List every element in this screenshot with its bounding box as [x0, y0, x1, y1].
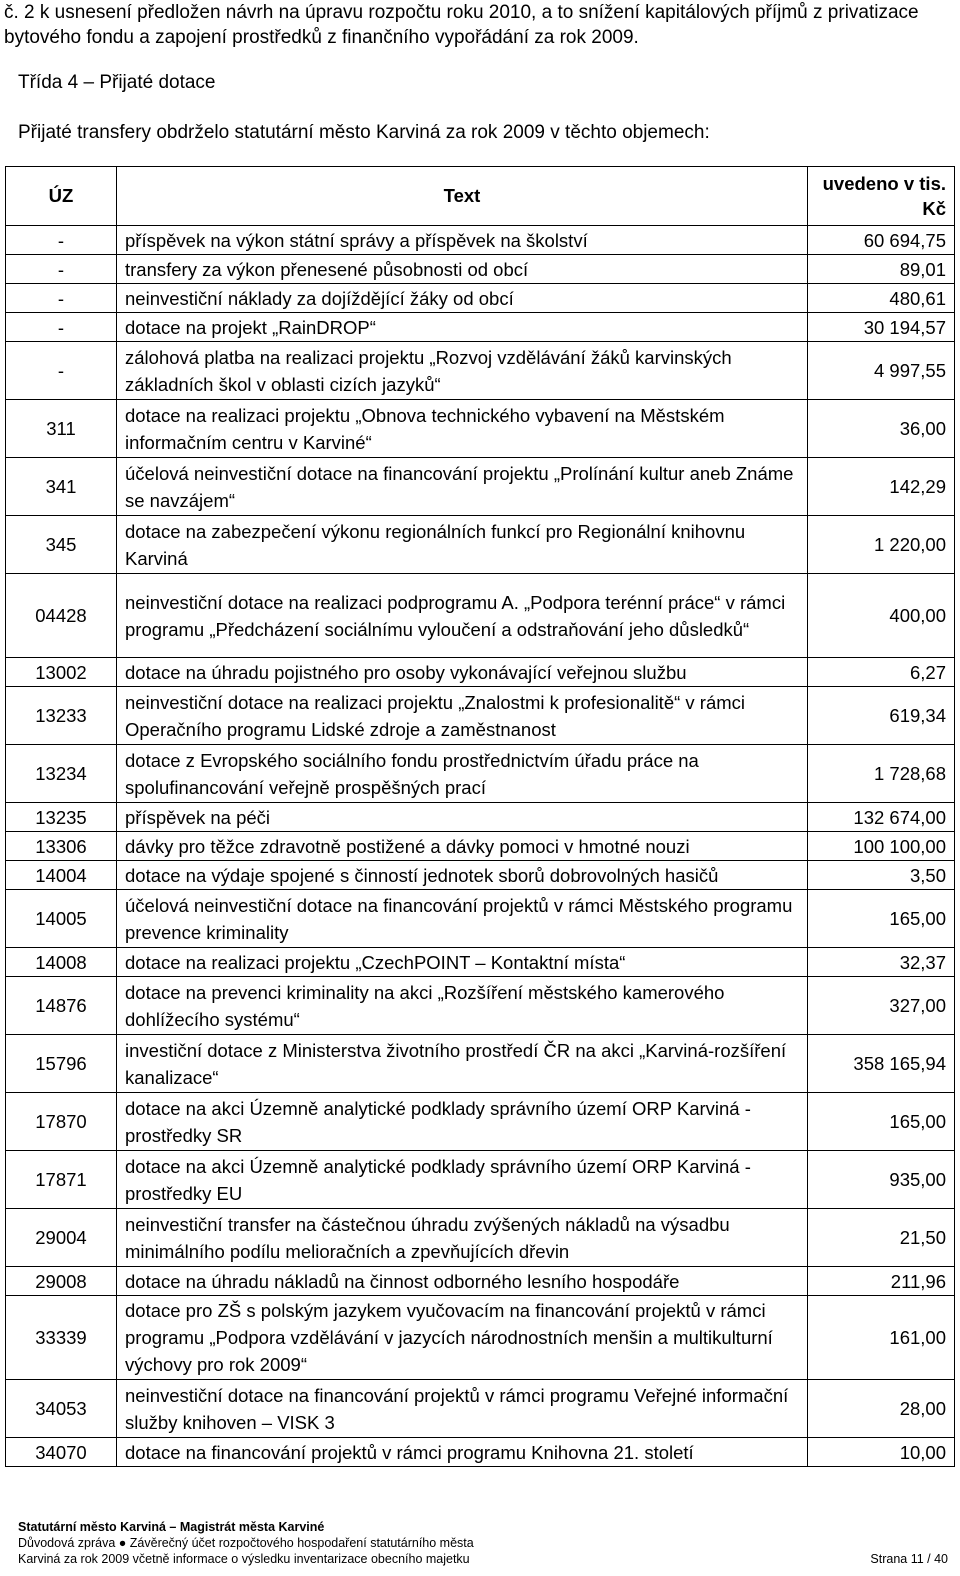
row-text: zálohová platba na realizaci projektu „Rozvoj vzdělávání žáků karvinských základních škol v oblasti cizích jazyků“	[117, 342, 808, 400]
footer-line-3: Karviná za rok 2009 včetně informace o výsledku inventarizace obecního majetku	[18, 1552, 470, 1566]
table-body	[6, 226, 955, 1467]
row-amount: 358 165,94	[808, 1035, 955, 1093]
row-uz: 13002	[6, 658, 117, 687]
row-uz: -	[6, 226, 117, 255]
row-uz: 17870	[6, 1093, 117, 1151]
table-row	[6, 1093, 955, 1151]
row-text: neinvestiční dotace na realizaci podprogramu A. „Podpora terénní práce“ v rámci programu „Předcházení sociálnímu vyloučení a odstraňování jeho důsledků“	[117, 574, 808, 658]
row-text: účelová neinvestiční dotace na financování projektů v rámci Městského programu prevence kriminality	[117, 890, 808, 948]
row-text: dotace na realizaci projektu „CzechPOINT – Kontaktní místa“	[117, 948, 808, 977]
row-amount: 10,00	[808, 1438, 955, 1467]
row-amount: 28,00	[808, 1380, 955, 1438]
row-text: dávky pro těžce zdravotně postižené a dávky pomoci v hmotné nouzi	[117, 832, 808, 861]
row-amount: 3,50	[808, 861, 955, 890]
row-uz: -	[6, 313, 117, 342]
row-uz: 13233	[6, 687, 117, 745]
row-amount: 32,37	[808, 948, 955, 977]
row-amount: 400,00	[808, 574, 955, 658]
table-row	[6, 832, 955, 861]
row-text: příspěvek na výkon státní správy a příspěvek na školství	[117, 226, 808, 255]
table-row	[6, 313, 955, 342]
table-row	[6, 745, 955, 803]
page-footer	[18, 1519, 948, 1567]
row-uz: 14004	[6, 861, 117, 890]
row-amount: 165,00	[808, 890, 955, 948]
row-uz: 33339	[6, 1296, 117, 1380]
row-amount: 935,00	[808, 1151, 955, 1209]
row-amount: 4 997,55	[808, 342, 955, 400]
table-row	[6, 574, 955, 658]
header-text: Text	[117, 167, 808, 226]
row-amount: 21,50	[808, 1209, 955, 1267]
row-text: dotace pro ZŠ s polským jazykem vyučovacím na financování projektů v rámci programu „Podpora vzdělávání v jazycích národnostních menšin a multikulturní výchovy pro rok 2009“	[117, 1296, 808, 1380]
row-uz: -	[6, 284, 117, 313]
table-row	[6, 1151, 955, 1209]
row-text: příspěvek na péči	[117, 803, 808, 832]
table-row	[6, 803, 955, 832]
header-uz: ÚZ	[6, 167, 117, 226]
row-text: dotace na prevenci kriminality na akci „Rozšíření městského kamerového dohlížecího systému“	[117, 977, 808, 1035]
row-amount: 132 674,00	[808, 803, 955, 832]
row-amount: 165,00	[808, 1093, 955, 1151]
row-uz: 29004	[6, 1209, 117, 1267]
row-amount: 327,00	[808, 977, 955, 1035]
table-row	[6, 890, 955, 948]
row-uz: -	[6, 342, 117, 400]
row-text: investiční dotace z Ministerstva životního prostředí ČR na akci „Karviná-rozšíření kanalizace“	[117, 1035, 808, 1093]
table-row	[6, 1209, 955, 1267]
row-text: transfery za výkon přenesené působnosti od obcí	[117, 255, 808, 284]
row-text: dotace na zabezpečení výkonu regionálních funkcí pro Regionální knihovnu Karviná	[117, 516, 808, 574]
table-row	[6, 687, 955, 745]
row-uz: 341	[6, 458, 117, 516]
row-text: dotace na úhradu nákladů na činnost odborného lesního hospodáře	[117, 1267, 808, 1296]
table-row	[6, 516, 955, 574]
footer-line-2: Důvodová zpráva ● Závěrečný účet rozpočtového hospodaření statutárního města	[18, 1536, 474, 1550]
row-uz: 34070	[6, 1438, 117, 1467]
row-amount: 480,61	[808, 284, 955, 313]
section-title: Třída 4 – Přijaté dotace	[18, 72, 216, 93]
section-lead: Přijaté transfery obdrželo statutární město Karviná za rok 2009 v těchto objemech:	[18, 122, 710, 143]
row-amount: 6,27	[808, 658, 955, 687]
footer-org: Statutární město Karviná – Magistrát města Karviné	[18, 1520, 325, 1534]
row-text: neinvestiční náklady za dojíždějící žáky od obcí	[117, 284, 808, 313]
row-text: dotace na projekt „RainDROP“	[117, 313, 808, 342]
row-text: účelová neinvestiční dotace na financování projektu „Prolínání kultur aneb Známe se navzájem“	[117, 458, 808, 516]
row-text: dotace na financování projektů v rámci programu Knihovna 21. století	[117, 1438, 808, 1467]
table-row	[6, 1296, 955, 1380]
table-row	[6, 948, 955, 977]
row-uz: 14005	[6, 890, 117, 948]
table-row	[6, 255, 955, 284]
table-row	[6, 342, 955, 400]
table-header-row	[6, 167, 955, 226]
table-row	[6, 1380, 955, 1438]
row-uz: 15796	[6, 1035, 117, 1093]
row-uz: 14876	[6, 977, 117, 1035]
table-row	[6, 400, 955, 458]
row-amount: 619,34	[808, 687, 955, 745]
row-uz: 311	[6, 400, 117, 458]
row-amount: 1 220,00	[808, 516, 955, 574]
row-text: dotace na akci Územně analytické podklady správního území ORP Karviná - prostředky SR	[117, 1093, 808, 1151]
grants-table	[5, 166, 955, 1467]
row-amount: 1 728,68	[808, 745, 955, 803]
table-row	[6, 1438, 955, 1467]
row-uz: 14008	[6, 948, 117, 977]
row-amount: 89,01	[808, 255, 955, 284]
row-uz: 34053	[6, 1380, 117, 1438]
row-uz: 13306	[6, 832, 117, 861]
row-amount: 211,96	[808, 1267, 955, 1296]
row-uz: 345	[6, 516, 117, 574]
row-amount: 161,00	[808, 1296, 955, 1380]
row-text: dotace na výdaje spojené s činností jednotek sborů dobrovolných hasičů	[117, 861, 808, 890]
row-amount: 142,29	[808, 458, 955, 516]
header-amount: uvedeno v tis. Kč	[808, 167, 955, 226]
intro-paragraph: č. 2 k usnesení předložen návrh na úpravu rozpočtu roku 2010, a to snížení kapitálových příjmů z privatizace bytového fondu a zapojení prostředků z finančního vypořádání za rok 2009.	[4, 2, 919, 48]
row-text: dotace na úhradu pojistného pro osoby vykonávající veřejnou službu	[117, 658, 808, 687]
row-text: neinvestiční dotace na financování projektů v rámci programu Veřejné informační služby knihoven – VISK 3	[117, 1380, 808, 1438]
row-amount: 30 194,57	[808, 313, 955, 342]
row-text: dotace na realizaci projektu „Obnova technického vybavení na Městském informačním centru v Karviné“	[117, 400, 808, 458]
table-row	[6, 861, 955, 890]
row-uz: 13235	[6, 803, 117, 832]
table-row	[6, 226, 955, 255]
table-row	[6, 284, 955, 313]
table-row	[6, 658, 955, 687]
row-uz: -	[6, 255, 117, 284]
row-amount: 100 100,00	[808, 832, 955, 861]
row-uz: 17871	[6, 1151, 117, 1209]
row-text: neinvestiční transfer na částečnou úhradu zvýšených nákladů na výsadbu minimálního podílu melioračních a zpevňujících dřevin	[117, 1209, 808, 1267]
row-uz: 04428	[6, 574, 117, 658]
row-text: dotace z Evropského sociálního fondu prostřednictvím úřadu práce na spolufinancování veřejně prospěšných prací	[117, 745, 808, 803]
table-row	[6, 1267, 955, 1296]
row-amount: 60 694,75	[808, 226, 955, 255]
row-amount: 36,00	[808, 400, 955, 458]
page-number: Strana 11 / 40	[870, 1552, 948, 1566]
row-uz: 29008	[6, 1267, 117, 1296]
row-text: neinvestiční dotace na realizaci projektu „Znalostmi k profesionalitě“ v rámci Operačního programu Lidské zdroje a zaměstnanost	[117, 687, 808, 745]
table-row	[6, 1035, 955, 1093]
row-uz: 13234	[6, 745, 117, 803]
table-row	[6, 458, 955, 516]
row-text: dotace na akci Územně analytické podklady správního území ORP Karviná - prostředky EU	[117, 1151, 808, 1209]
table-row	[6, 977, 955, 1035]
